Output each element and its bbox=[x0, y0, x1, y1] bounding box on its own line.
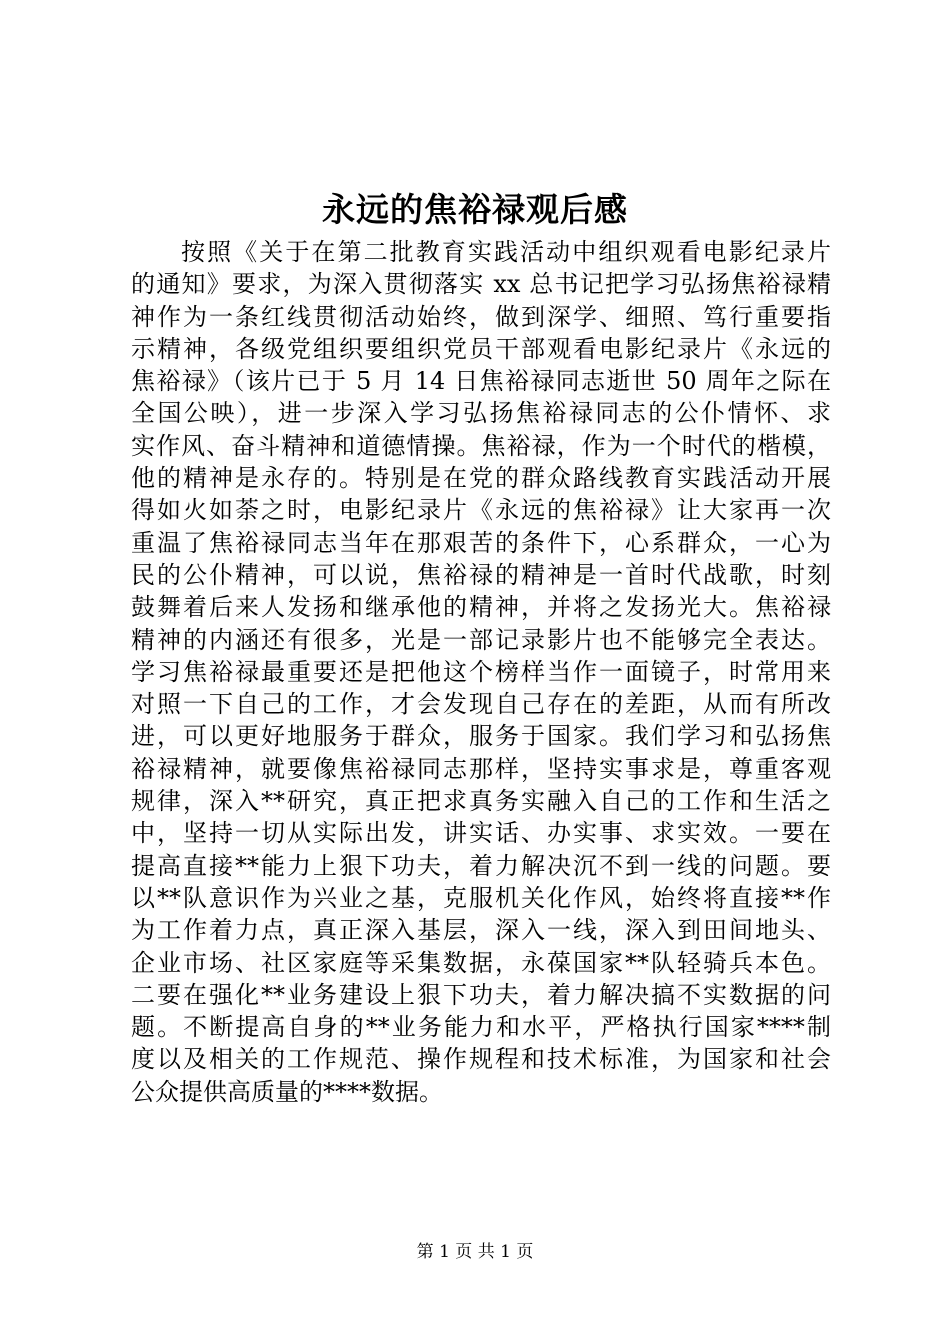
document-body bbox=[131, 236, 831, 1108]
body-line: 为工作着力点，真正深入基层，深入一线，深入到田间地头、 bbox=[131, 916, 831, 945]
body-line: 重温了焦裕禄同志当年在那艰苦的条件下，心系群众，一心为 bbox=[131, 528, 831, 557]
body-line: 提高直接**能力上狠下功夫，着力解决沉不到一线的问题。要 bbox=[131, 851, 831, 880]
document-title: 永远的焦裕禄观后感 bbox=[322, 190, 628, 229]
body-line: 进，可以更好地服务于群众，服务于国家。我们学习和弘扬焦 bbox=[131, 722, 831, 751]
body-line: 得如火如荼之时，电影纪录片《永远的焦裕禄》让大家再一次 bbox=[131, 496, 831, 525]
body-line: 按照《关于在第二批教育实践活动中组织观看电影纪录片 bbox=[181, 238, 831, 266]
body-line: 企业市场、社区家庭等采集数据，永葆国家**队轻骑兵本色。 bbox=[131, 948, 831, 977]
body-line: 全国公映），进一步深入学习弘扬焦裕禄同志的公仆情怀、求 bbox=[131, 399, 831, 428]
body-line: 民的公仆精神，可以说，焦裕禄的精神是一首时代战歌，时刻 bbox=[131, 560, 831, 589]
body-line: 精神的内涵还有很多，光是一部记录影片也不能够完全表达。 bbox=[131, 625, 831, 654]
body-line: 焦裕禄》（该片已于 5 月 14 日焦裕禄同志逝世 50 周年之际在 bbox=[131, 367, 831, 396]
page-footer: 第 1 页 共 1 页 bbox=[416, 1242, 534, 1262]
body-line: 裕禄精神，就要像焦裕禄同志那样，坚持实事求是，尊重客观 bbox=[131, 754, 831, 783]
body-line: 题。不断提高自身的**业务能力和水平，严格执行国家****制 bbox=[131, 1013, 831, 1042]
body-line: 的通知》要求，为深入贯彻落实 xx 总书记把学习弘扬焦裕禄精 bbox=[131, 270, 831, 299]
body-line: 实作风、奋斗精神和道德情操。焦裕禄，作为一个时代的楷模， bbox=[131, 431, 831, 460]
body-line: 对照一下自己的工作，才会发现自己存在的差距，从而有所改 bbox=[131, 690, 831, 719]
body-line: 以**队意识作为兴业之基，克服机关化作风，始终将直接**作 bbox=[131, 883, 831, 912]
body-line: 示精神，各级党组织要组织党员干部观看电影纪录片《永远的 bbox=[131, 334, 831, 363]
body-line: 他的精神是永存的。特别是在党的群众路线教育实践活动开展 bbox=[131, 464, 831, 493]
body-line: 学习焦裕禄最重要还是把他这个榜样当作一面镜子，时常用来 bbox=[131, 657, 831, 686]
body-line: 中，坚持一切从实际出发，讲实话、办实事、求实效。一要在 bbox=[131, 819, 831, 848]
body-line: 公众提供高质量的****数据。 bbox=[131, 1077, 443, 1106]
body-line: 二要在强化**业务建设上狠下功夫，着力解决搞不实数据的问 bbox=[131, 980, 831, 1009]
body-line: 度以及相关的工作规范、操作规程和技术标准，为国家和社会 bbox=[131, 1045, 831, 1074]
body-line: 规律，深入**研究，真正把求真务实融入自己的工作和生活之 bbox=[131, 787, 831, 816]
body-line: 神作为一条红线贯彻活动始终，做到深学、细照、笃行重要指 bbox=[131, 302, 831, 331]
body-line: 鼓舞着后来人发扬和继承他的精神，并将之发扬光大。焦裕禄 bbox=[131, 593, 831, 622]
